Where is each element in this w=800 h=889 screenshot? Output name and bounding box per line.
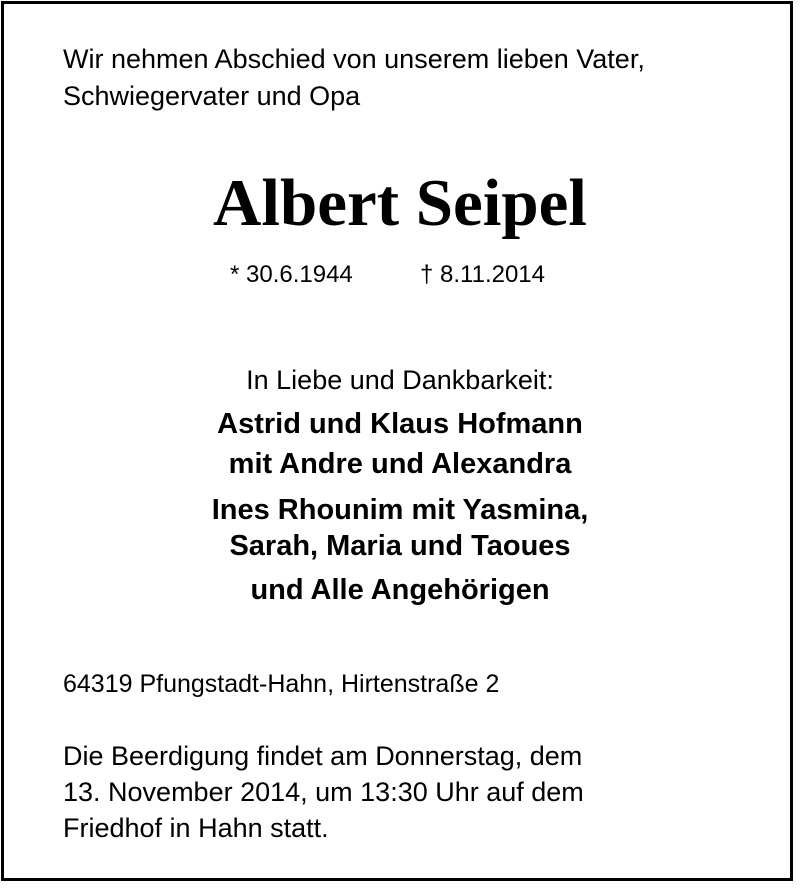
deceased-name: Albert Seipel — [212, 166, 588, 240]
intro-line-2: Schwiegervater und Opa — [63, 81, 361, 111]
mourner-line-3: Ines Rhounim mit Yasmina, — [211, 494, 589, 526]
mourners-heading: In Liebe und Dankbarkeit: — [246, 365, 554, 395]
mourner-line-2: mit Andre und Alexandra — [228, 448, 572, 480]
mourner-line-1: Astrid und Klaus Hofmann — [217, 408, 583, 440]
death-date: † 8.11.2014 — [420, 261, 546, 288]
family-address: 64319 Pfungstadt-Hahn, Hirtenstraße 2 — [63, 670, 500, 698]
mourner-line-5: und Alle Angehörigen — [250, 574, 550, 606]
funeral-line-1: Die Beerdigung findet am Donnerstag, dem — [63, 741, 583, 771]
birth-date: * 30.6.1944 — [230, 261, 353, 288]
funeral-line-3: Friedhof in Hahn statt. — [63, 813, 329, 843]
intro-line-1: Wir nehmen Abschied von unserem lieben Vater, — [63, 44, 645, 74]
mourner-line-4: Sarah, Maria und Taoues — [229, 530, 571, 562]
funeral-line-2: 13. November 2014, um 13:30 Uhr auf dem — [63, 777, 584, 807]
